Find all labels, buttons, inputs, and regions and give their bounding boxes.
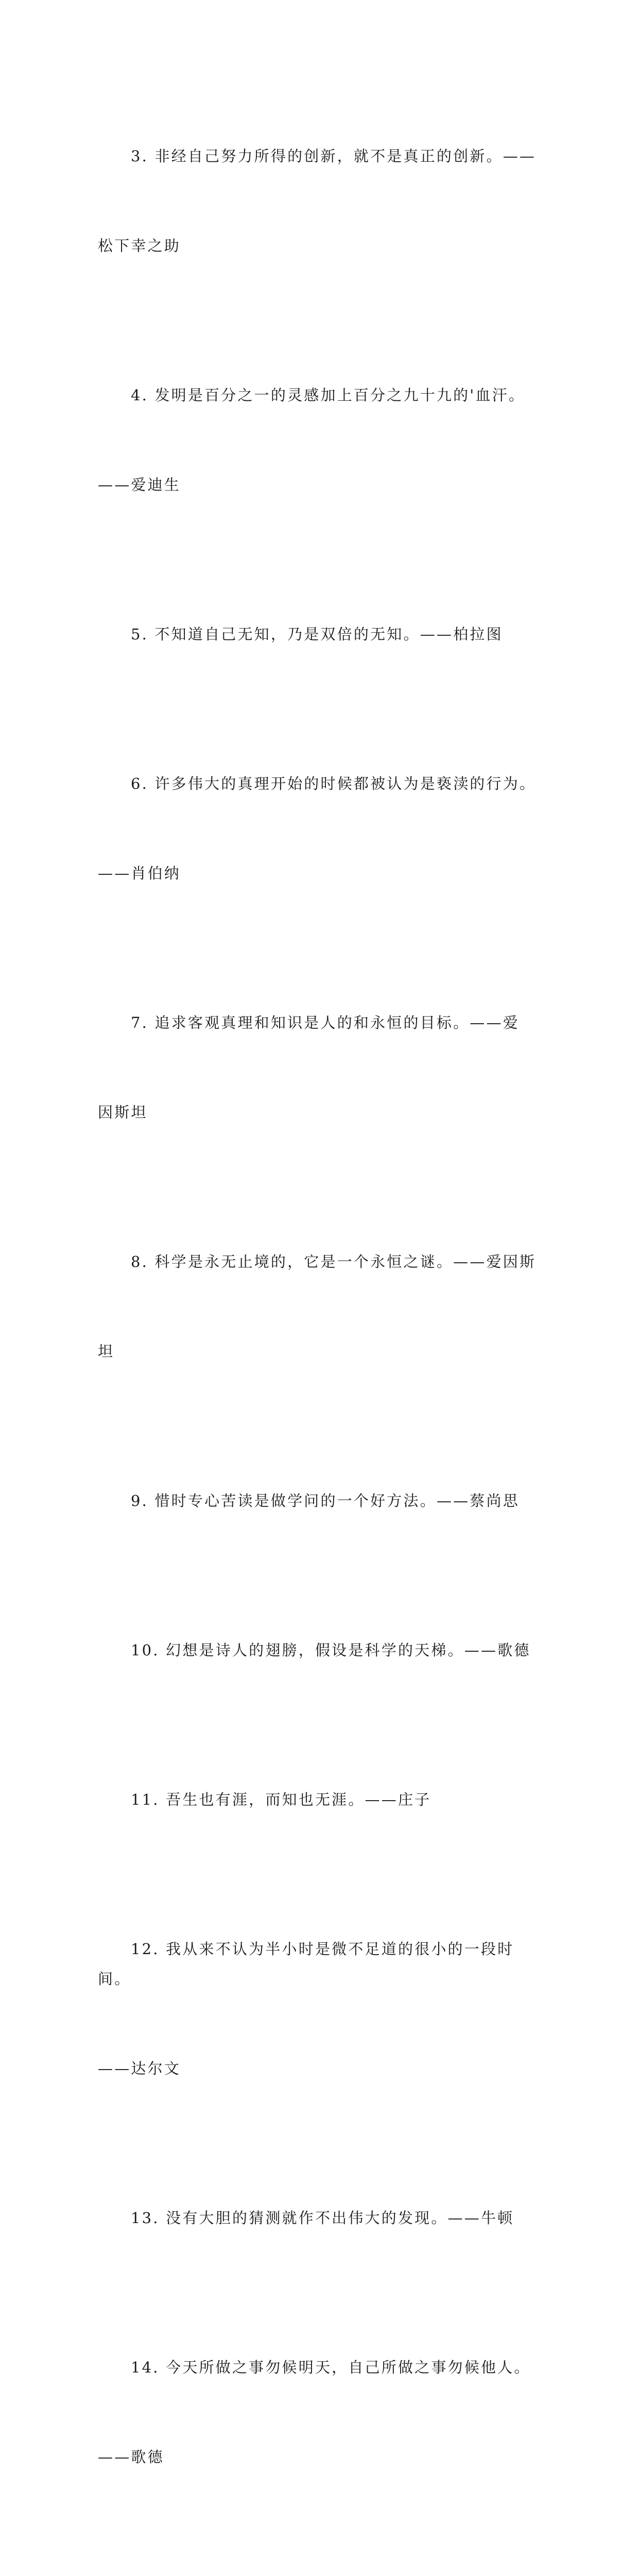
- quote-line: 3. 非经自己努力所得的创新，就不是真正的创新。——: [131, 147, 537, 165]
- quote-line: 10. 幻想是诗人的翅膀，假设是科学的天梯。——歌德: [131, 1641, 531, 1659]
- quote-line: 4. 发明是百分之一的灵感加上百分之九十九的'血汗。: [131, 386, 526, 404]
- quote-paragraph: [98, 1725, 541, 1874]
- quote-paragraph: [98, 2532, 541, 2576]
- quote-line: ——爱迪生: [98, 476, 181, 494]
- quote-paragraph: [98, 709, 541, 948]
- quote-paragraph: [98, 2143, 541, 2293]
- quote-line: 7. 追求客观真理和知识是人的和永恒的目标。——爱: [131, 1014, 520, 1031]
- quote-line: 6. 许多伟大的真理开始的时候都被认为是亵渎的行为。: [131, 775, 537, 792]
- quote-paragraph: [98, 1575, 541, 1725]
- quote-line: 因斯坦: [98, 1104, 148, 1121]
- quote-line: 5. 不知道自己无知，乃是双倍的无知。——柏拉图: [131, 625, 503, 643]
- quote-paragraph: [98, 320, 541, 560]
- quote-line: 13. 没有大胆的猜测就作不出伟大的发现。——牛顿: [131, 2209, 514, 2227]
- quote-line: 9. 惜时专心苦读是做学问的一个好方法。——蔡尚思: [131, 1492, 520, 1510]
- quote-paragraph: [98, 1187, 541, 1426]
- quote-paragraph: [98, 2293, 541, 2532]
- quote-line: 坦: [98, 1343, 115, 1360]
- quote-line: 8. 科学是永无止境的，它是一个永恒之谜。——爱因斯: [131, 1253, 537, 1270]
- quote-line: 12. 我从来不认为半小时是微不足道的很小的一段时间。: [98, 1940, 514, 1988]
- quote-line: 松下幸之助: [98, 237, 181, 255]
- quote-line: ——达尔文: [98, 2060, 181, 2077]
- quote-paragraph: [98, 81, 541, 320]
- quote-line: 14. 今天所做之事勿候明天，自己所做之事勿候他人。: [131, 2359, 531, 2376]
- quote-paragraph: [98, 948, 541, 1187]
- quote-paragraph: [98, 560, 541, 709]
- quote-line: ——歌德: [98, 2448, 164, 2466]
- quote-paragraph: [98, 1426, 541, 1575]
- quote-list: [98, 81, 541, 2576]
- quote-paragraph: [98, 1874, 541, 2143]
- quote-line: 11. 吾生也有涯，而知也无涯。——庄子: [131, 1791, 431, 1808]
- quote-line: ——肖伯纳: [98, 865, 181, 882]
